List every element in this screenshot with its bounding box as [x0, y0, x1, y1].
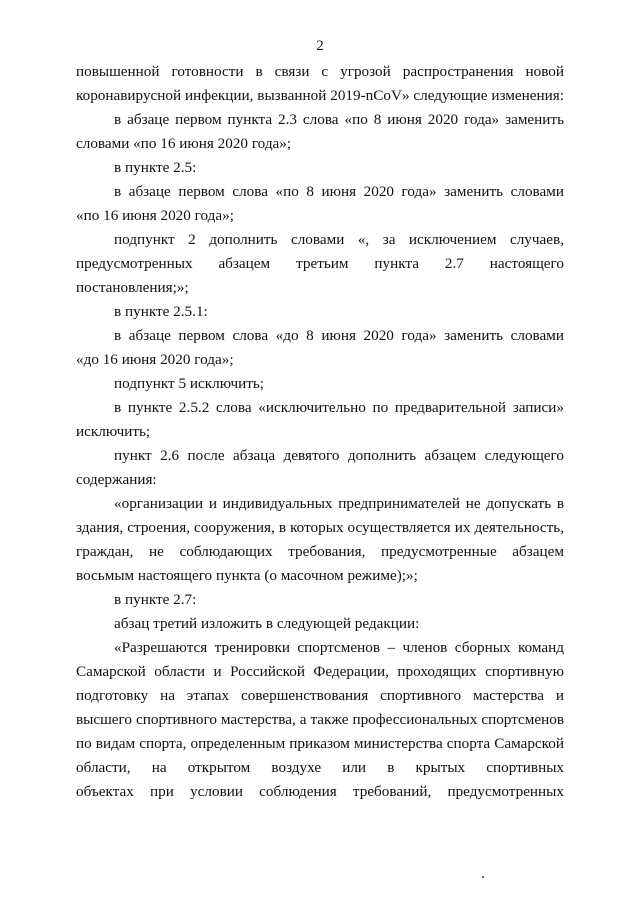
text-line: в абзаце первом пункта 2.3 слова «по 8 июня 2020 года» заменить — [114, 111, 564, 128]
text-line: в пункте 2.7: — [114, 591, 197, 608]
text-line: в абзаце первом слова «по 8 июня 2020 года» заменить словами — [114, 183, 564, 200]
text-line: Самарской области и Российской Федерации, проходящих спортивную — [76, 663, 564, 680]
text-line: подпункт 5 исключить; — [114, 375, 265, 392]
text-line: объектах при условии соблюдения требований, предусмотренных — [76, 783, 564, 800]
text-line: граждан, не соблюдающих требования, предусмотренные абзацем — [76, 543, 564, 560]
text-line: «по 16 июня 2020 года»; — [76, 207, 234, 224]
text-line: «до 16 июня 2020 года»; — [76, 351, 234, 368]
text-line: высшего спортивного мастерства, а также профессиональных спортсменов — [76, 711, 564, 728]
text-line: области, на открытом воздухе или в крытых спортивных — [76, 759, 564, 776]
page-number: 2 — [316, 38, 324, 54]
text-line: словами «по 16 июня 2020 года»; — [76, 135, 292, 152]
text-line: «Разрешаются тренировки спортсменов – членов сборных команд — [114, 639, 564, 656]
text-line: по видам спорта, определенным приказом министерства спорта Самарской — [76, 735, 564, 752]
text-line: абзац третий изложить в следующей редакции: — [114, 615, 420, 632]
text-line: в пункте 2.5: — [114, 159, 197, 176]
text-line: подготовку на этапах совершенствования спортивного мастерства и — [76, 687, 564, 704]
text-line: предусмотренных абзацем третьим пункта 2.7 настоящего — [76, 255, 564, 272]
text-line: здания, строения, сооружения, в которых осуществляется их деятельность, — [76, 519, 564, 536]
text-line: подпункт 2 дополнить словами «, за исключением случаев, — [114, 231, 564, 248]
text-line: в пункте 2.5.1: — [114, 303, 208, 320]
text-line: постановления;»; — [76, 279, 189, 296]
text-line: пункт 2.6 после абзаца девятого дополнить абзацем следующего — [114, 447, 564, 464]
text-line: восьмым настоящего пункта (о масочном режиме);»; — [76, 567, 418, 584]
document-body — [76, 60, 564, 804]
text-line: «организации и индивидуальных предпринимателей не допускать в — [114, 495, 564, 512]
scan-speck — [482, 876, 484, 878]
text-line: содержания: — [76, 471, 157, 488]
text-line: повышенной готовности в связи с угрозой распространения новой — [76, 63, 564, 80]
text-line: в абзаце первом слова «до 8 июня 2020 года» заменить словами — [114, 327, 564, 344]
text-line: в пункте 2.5.2 слова «исключительно по предварительной записи» — [114, 399, 564, 416]
text-line: коронавирусной инфекции, вызванной 2019-nCoV» следующие изменения: — [76, 87, 564, 104]
text-line: исключить; — [76, 423, 151, 440]
